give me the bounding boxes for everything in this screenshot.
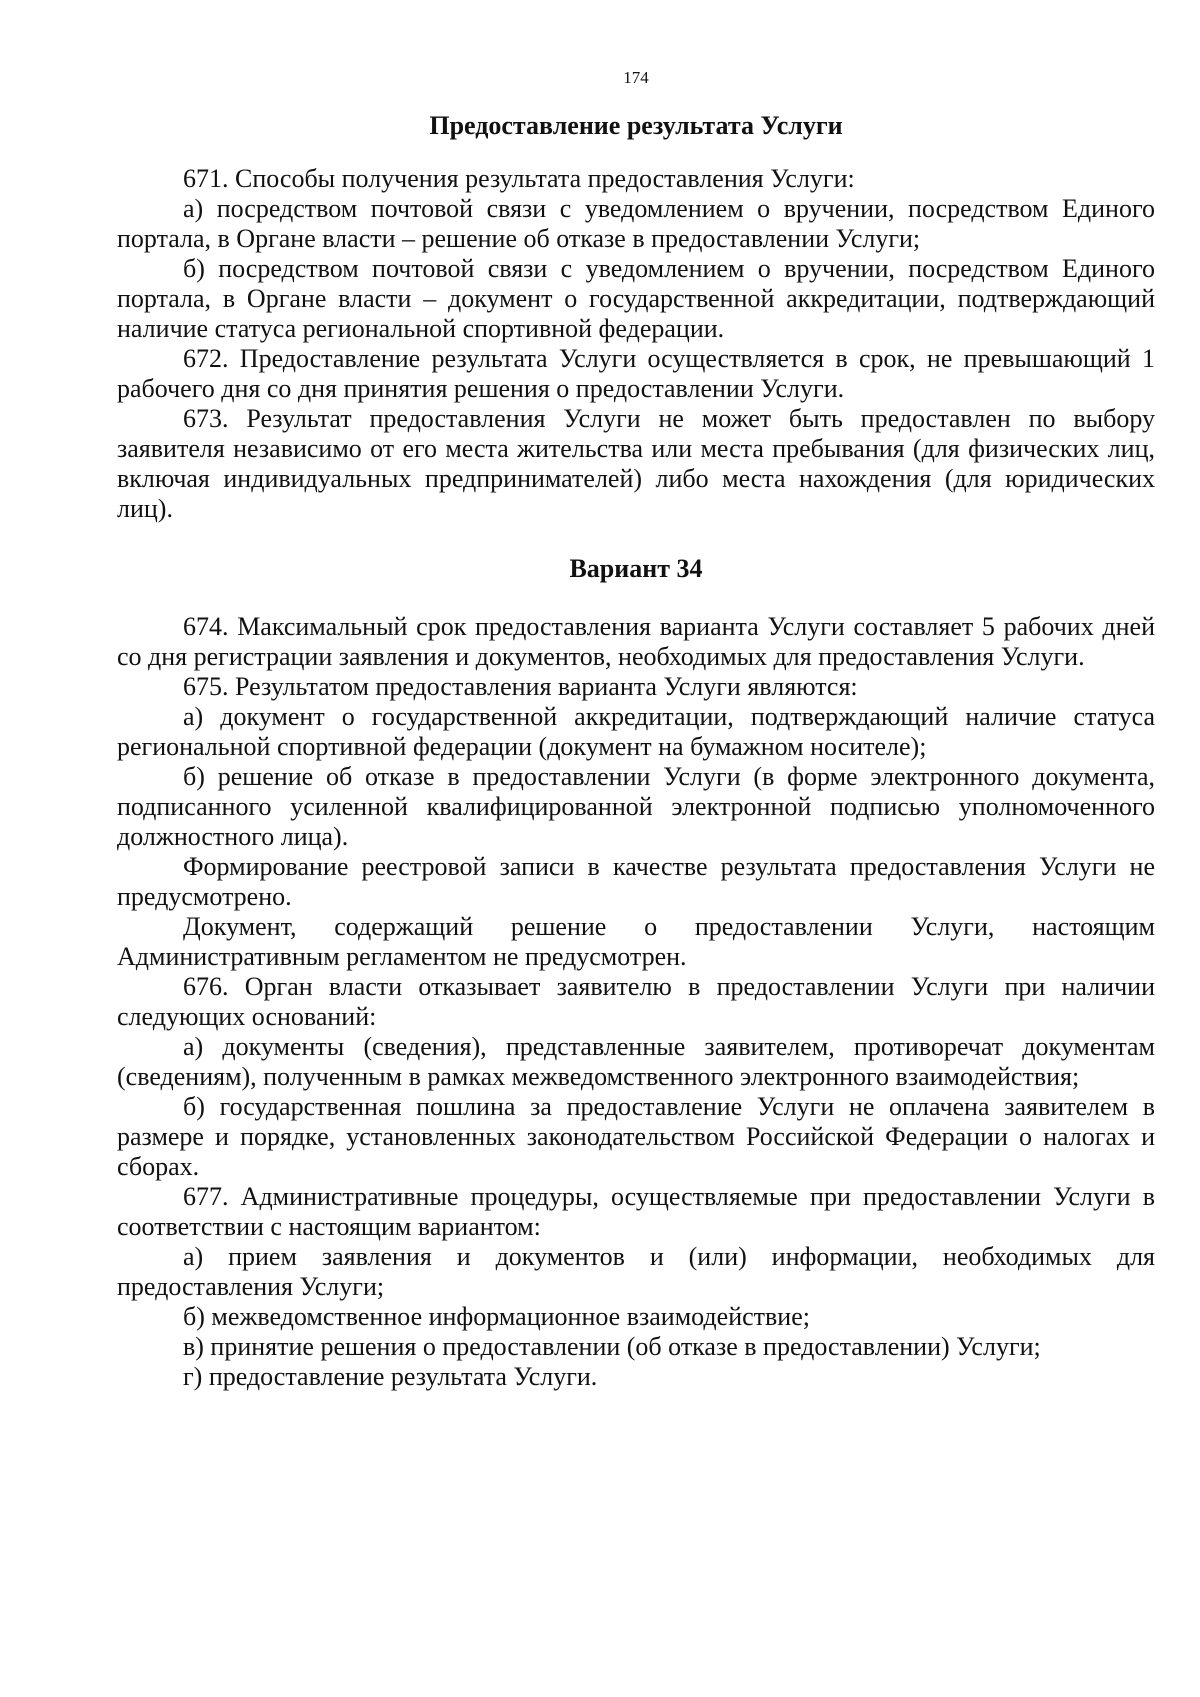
section-heading-variant: Вариант 34	[569, 554, 703, 583]
paragraph-675-a: а) документ о государственной аккредитации, подтверждающий наличие статуса региональной спортивной федерации (документ на бумажном носителе);	[117, 702, 1155, 761]
paragraph-675-b: б) решение об отказе в предоставлении Услуги (в форме электронного документа, подписанного усиленной квалифицированной электронной подписью уполномоченного должностного лица).	[117, 762, 1155, 851]
paragraph-677-b: б) межведомственное информационное взаимодействие;	[183, 1302, 810, 1331]
paragraph-decision-note: Документ, содержащий решение о предоставлении Услуги, настоящим Административным регламентом не предусмотрен.	[117, 912, 1155, 971]
paragraph-675: 675. Результатом предоставления варианта Услуги являются:	[183, 672, 858, 701]
paragraph-673: 673. Результат предоставления Услуги не может быть предоставлен по выбору заявителя независимо от его места жительства или места пребывания (для физических лиц, включая индивидуальных предпринимателей) либо места нахождения (для юридических лиц).	[117, 404, 1155, 523]
paragraph-676-b: б) государственная пошлина за предоставление Услуги не оплачена заявителем в размере и порядке, установленных законодательством Российской Федерации о налогах и сборах.	[117, 1092, 1155, 1181]
paragraph-677: 677. Административные процедуры, осуществляемые при предоставлении Услуги в соответствии с настоящим вариантом:	[117, 1182, 1155, 1241]
paragraph-671-b: б) посредством почтовой связи с уведомлением о вручении, посредством Единого портала, в Органе власти – документ о государственной аккредитации, подтверждающий наличие статуса региональной спортивной федерации.	[117, 254, 1155, 343]
section-heading-result: Предоставление результата Услуги	[429, 111, 843, 140]
paragraph-674: 674. Максимальный срок предоставления варианта Услуги составляет 5 рабочих дней со дня регистрации заявления и документов, необходимых для предоставления Услуги.	[117, 612, 1155, 671]
paragraph-671-a: а) посредством почтовой связи с уведомлением о вручении, посредством Единого портала, в Органе власти – решение об отказе в предоставлении Услуги;	[117, 194, 1155, 253]
paragraph-677-c: в) принятие решения о предоставлении (об отказе в предоставлении) Услуги;	[183, 1332, 1041, 1361]
section-body-result	[117, 164, 1155, 524]
paragraph-registry-note: Формирование реестровой записи в качестве результата предоставления Услуги не предусмотрено.	[117, 852, 1155, 911]
paragraph-676: 676. Орган власти отказывает заявителю в предоставлении Услуги при наличии следующих оснований:	[117, 972, 1155, 1031]
paragraph-677-d: г) предоставление результата Услуги.	[183, 1362, 598, 1391]
page-number: 174	[623, 68, 649, 87]
section-body-variant	[117, 612, 1155, 1392]
paragraph-676-a: а) документы (сведения), представленные заявителем, противоречат документам (сведениям), полученным в рамках межведомственного электронного взаимодействия;	[117, 1032, 1155, 1091]
paragraph-671: 671. Способы получения результата предоставления Услуги:	[183, 164, 855, 193]
paragraph-672: 672. Предоставление результата Услуги осуществляется в срок, не превышающий 1 рабочего дня со дня принятия решения о предоставлении Услуги.	[117, 344, 1155, 403]
paragraph-677-a: а) прием заявления и документов и (или) информации, необходимых для предоставления Услуги;	[117, 1242, 1155, 1301]
